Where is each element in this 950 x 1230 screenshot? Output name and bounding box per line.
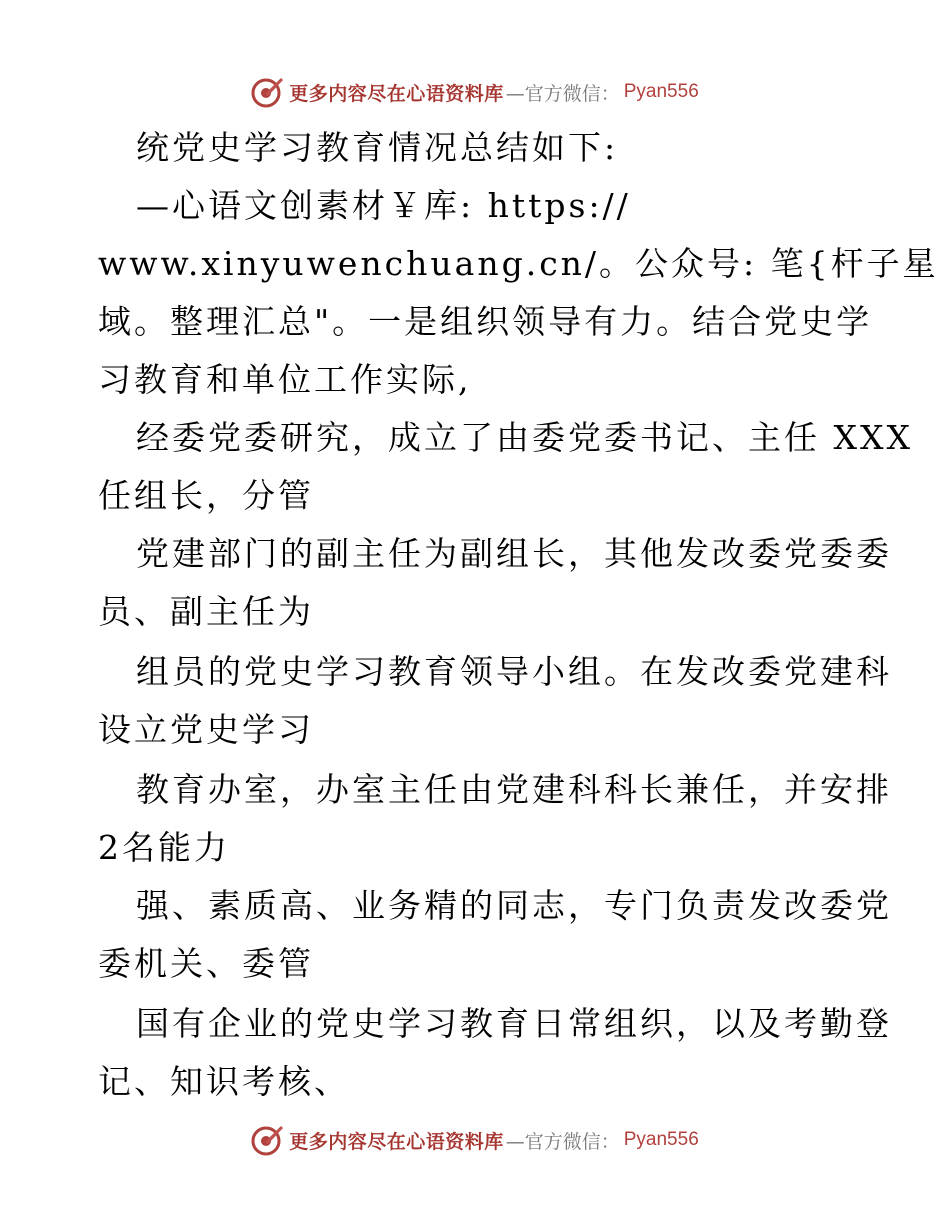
body-line: www.xinyuwenchuang.cn/。公众号: 笔{杆子星 <box>98 244 939 283</box>
body-line: 习教育和单位工作实际, <box>98 360 472 399</box>
banner-official-label: —官方微信： <box>505 82 620 105</box>
body-line: 教育办室，办室主任由党建科科长兼任，并安排 <box>136 770 892 809</box>
body-line: 统党史学习教育情况总结如下: <box>136 128 619 167</box>
body-line: 组员的党史学习教育领导小组。在发改委党建科 <box>136 652 892 691</box>
header-watermark-banner <box>0 72 950 112</box>
banner-text: 更多内容尽在心语资料库 <box>289 82 504 105</box>
quill-logo-icon <box>251 1123 285 1157</box>
body-line: 域。整理汇总"。一是组织领导有力。结合党史学 <box>98 302 873 341</box>
body-line: 国有企业的党史学习教育日常组织，以及考勤登 <box>136 1004 892 1043</box>
body-line: 记、知识考核、 <box>98 1062 350 1101</box>
body-line: 党建部门的副主任为副组长，其他发改委党委委 <box>136 534 892 573</box>
body-line: 2名能力 <box>98 828 230 867</box>
banner-wechat-id: Pyan556 <box>623 81 699 102</box>
quill-logo-icon <box>251 75 285 109</box>
banner-wechat-id: Pyan556 <box>623 1129 699 1150</box>
banner-official-label: —官方微信： <box>505 1130 620 1153</box>
body-line: 设立党史学习 <box>98 710 314 749</box>
body-line: —心语文创素材￥库: https:// <box>136 186 631 225</box>
body-line: 员、副主任为 <box>98 592 314 631</box>
banner-text: 更多内容尽在心语资料库 <box>289 1130 504 1153</box>
body-line: 强、素质高、业务精的同志，专门负责发改委党 <box>136 886 892 925</box>
body-line: 委机关、委管 <box>98 944 314 983</box>
body-line: 经委党委研究，成立了由委党委书记、主任 XXX <box>136 418 913 457</box>
body-line: 任组长，分管 <box>98 476 314 515</box>
footer-watermark-banner <box>0 1120 950 1160</box>
